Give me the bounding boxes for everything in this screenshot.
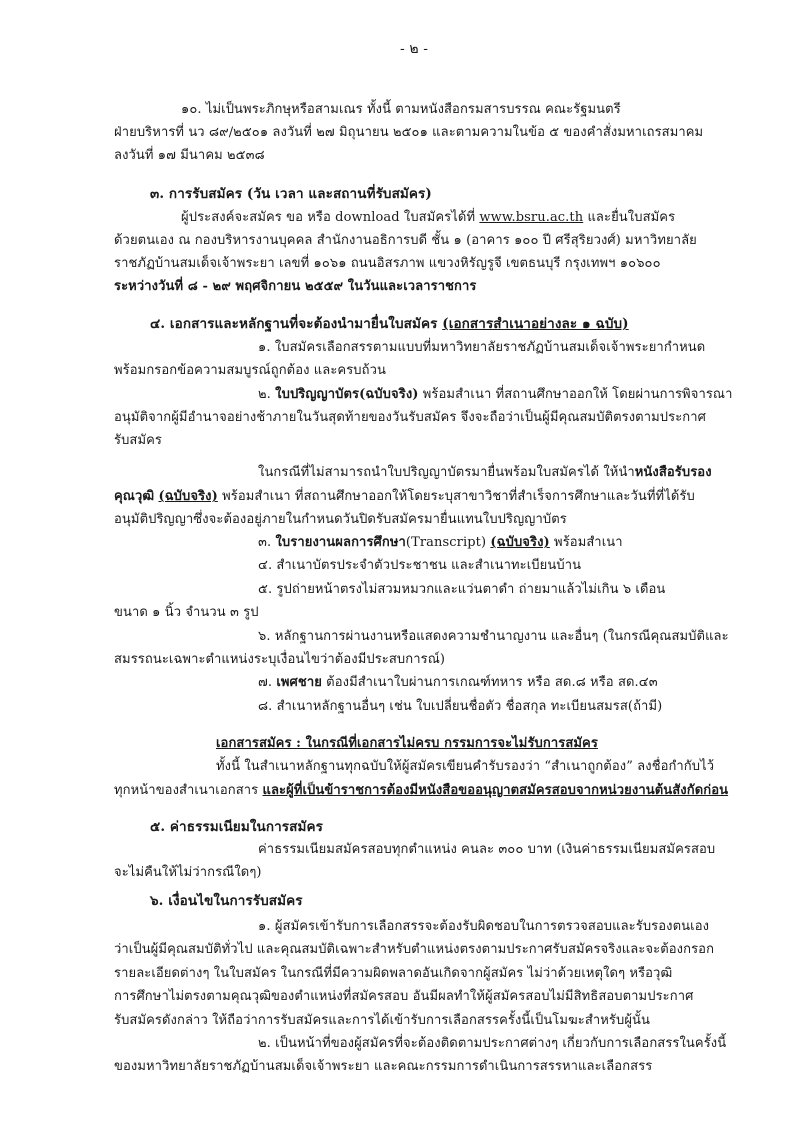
- doc-item1-line2: พร้อมกรอกข้อความสมบูรณ์ถูกต้อง และครบถ้วน: [114, 363, 387, 378]
- section4-title-underlined: (เอกสารสำเนาอย่างละ ๑ ฉบับ): [442, 316, 629, 332]
- section6-title: ๖. เงื่อนไขในการรับสมัคร: [150, 893, 303, 909]
- doc-item2-line4-bold: หนังสือรับรอง: [634, 465, 712, 480]
- section6-p1-line4: การศึกษาไม่ตรงตามคุณวุฒิของตำแหน่งที่สมัครสอบ อันมีผลทำให้ผู้สมัครสอบไม่มีสิทธิสอบตามประกาศ: [114, 989, 694, 1004]
- section4-title: [150, 315, 629, 333]
- doc-item2-line5-rest: พร้อมสำเนา ที่สถานศึกษาออกให้โดยระบุสาขาวิชาที่สำเร็จการศึกษาและวันที่ที่ได้รับ: [217, 489, 695, 504]
- doc-item3-rest: พร้อมสำเนา: [549, 535, 623, 550]
- doc-item2-line5-underlined: (ฉบับจริง): [158, 489, 218, 504]
- documents-note-line1: ทั้งนี้ ในสำเนาหลักฐานทุกฉบับให้ผู้สมัครเขียนคำรับรองว่า “สำเนาถูกต้อง” ลงชื่อกำกับไว้: [216, 759, 715, 774]
- doc-item2-line1: [258, 386, 733, 404]
- doc-item2-line4-text: ในกรณีที่ไม่สามารถนำใบปริญญาบัตรมายื่นพร้อมใบสมัครได้ ให้นำ: [258, 465, 635, 480]
- section6-p1-line1: ๑. ผู้สมัครเข้ารับการเลือกสรรจะต้องรับผิดชอบในการตรวจสอบและรับรองตนเอง: [258, 919, 710, 934]
- doc-item3-mid: (Transcript): [405, 535, 491, 550]
- doc-item3-bold: ใบรายงานผลการศึกษา: [275, 535, 406, 550]
- section5-title: ๕. ค่าธรรมเนียมในการสมัคร: [150, 819, 323, 835]
- doc-item7-number: ๗.: [258, 675, 277, 690]
- doc-item5-line2: ขนาด ๑ นิ้ว จำนวน ๓ รูป: [114, 605, 259, 620]
- doc-item6-line1: ๖. หลักฐานการผ่านงานหรือแสดงความชำนาญงาน และอื่นๆ (ในกรณีคุณสมบัติและ: [258, 629, 729, 644]
- doc-item3: [258, 534, 623, 552]
- doc-item2-number: ๒.: [258, 387, 276, 402]
- page-number: - ๒ -: [400, 41, 429, 57]
- doc-item7: [258, 674, 658, 692]
- doc-item2-bold: ใบปริญญาบัตร(ฉบับจริง): [275, 387, 419, 402]
- section3-line1: [181, 209, 675, 227]
- doc-item6-line2: สมรรถนะเฉพาะตำแหน่งระบุเงื่อนไขว่าต้องมีประสบการณ์): [114, 652, 446, 667]
- section6-p1-line2: ว่าเป็นผู้มีคุณสมบัติทั่วไป และคุณสมบัติเฉพาะสำหรับตำแหน่งตรงตามประกาศรับสมัครจริงและจะต้องกรอก: [114, 942, 715, 957]
- section3-line3: ราชภัฏบ้านสมเด็จเจ้าพระยา เลขที่ ๑๐๖๑ ถนนอิสรภาพ แขวงหิรัญรูจี เขตธนบุรี กรุงเทพฯ ๑๐๖๐๐: [114, 256, 661, 271]
- doc-item1-line1: ๑. ใบสมัครเลือกสรรตามแบบที่มหาวิทยาลัยราชภัฏบ้านสมเด็จเจ้าพระยากำหนด: [258, 340, 706, 355]
- item10-line3: ลงวันที่ ๑๗ มีนาคม ๒๕๓๘: [114, 148, 265, 163]
- section4-title-text: ๔. เอกสารและหลักฐานที่จะต้องนำมายื่นใบสมัคร: [150, 316, 443, 332]
- doc-item3-underlined: (ฉบับจริง): [490, 535, 550, 550]
- doc-item2-line5: [114, 488, 695, 506]
- section3-line4: ระหว่างวันที่ ๘ - ๒๙ พฤศจิกายน ๒๕๕๙ ในวันและเวลาราชการ: [114, 279, 477, 294]
- doc-item2-line2: อนุมัติจากผู้มีอำนาจอย่างช้าภายในวันสุดท้ายของวันรับสมัคร จึงจะถือว่าเป็นผู้มีคุณสมบัติตรงตามประกาศ: [114, 410, 707, 425]
- section5-line1: ค่าธรรมเนียมสมัครสอบทุกตำแหน่ง คนละ ๓๐๐ บาท (เงินค่าธรรมเนียมสมัครสอบ: [258, 842, 716, 857]
- section6-p2-line2: ของมหาวิทยาลัยราชภัฏบ้านสมเด็จเจ้าพระยา และคณะกรรมการดำเนินการสรรหาและเลือกสรร: [114, 1059, 653, 1074]
- doc-item2-rest: พร้อมสำเนา ที่สถานศึกษาออกให้ โดยผ่านการพิจารณา: [418, 387, 733, 402]
- doc-item4: ๔. สำเนาบัตรประจำตัวประชาชน และสำเนาทะเบียนบ้าน: [258, 558, 582, 573]
- documents-note-line2-emphasis: และผู้ที่เป็นข้าราชการต้องมีหนังสือขออนุญาตสมัครสอบจากหน่วยงานต้นสังกัดก่อน: [262, 783, 729, 798]
- section3-line2: ด้วยตนเอง ณ กองบริหารงานบุคคล สำนักงานอธิการบดี ชั้น ๑ (อาคาร ๑๐๐ ปี ศรีสุริยวงศ์) มหาวิทยาลัย: [114, 233, 697, 248]
- documents-note-line2: [114, 782, 728, 800]
- item10-line2: ฝ่ายบริหารที่ นว ๘๙/๒๕๐๑ ลงวันที่ ๒๗ มิถุนายน ๒๕๐๑ และตามความในข้อ ๕ ของคำสั่งมหาเถรสมาคม: [114, 125, 704, 140]
- doc-item7-rest: ต้องมีสำเนาใบผ่านการเกณฑ์ทหาร หรือ สด.๘ หรือ สด.๔๓: [321, 675, 658, 690]
- documents-note-line2-text: ทุกหน้าของสำเนาเอกสาร: [114, 783, 263, 798]
- doc-item8: ๘. สำเนาหลักฐานอื่นๆ เช่น ใบเปลี่ยนชื่อตัว ชื่อสกุล ทะเบียนสมรส(ถ้ามี): [258, 699, 663, 714]
- section3-line1-text-b: และยื่นใบสมัคร: [583, 210, 676, 225]
- section6-p1-line3: รายละเอียดต่างๆ ในใบสมัคร ในกรณีที่มีความผิดพลาดอันเกิดจากผู้สมัคร ไม่ว่าด้วยเหตุใดๆ หรือวุฒิ: [114, 966, 673, 981]
- doc-item2-line3: รับสมัคร: [114, 433, 163, 448]
- section3-title: ๓. การรับสมัคร (วัน เวลา และสถานที่รับสมัคร): [150, 186, 432, 202]
- doc-item2-line4: [258, 464, 712, 482]
- section6-p1-line5: รับสมัครดังกล่าว ให้ถือว่าการรับสมัครและการได้เข้ารับการเลือกสรรครั้งนี้เป็นโมฆะสำหรับผู้นั้น: [114, 1013, 651, 1028]
- website-link[interactable]: www.bsru.ac.th: [479, 210, 584, 225]
- section6-p2-line1: ๒. เป็นหน้าที่ของผู้สมัครที่จะต้องติดตามประกาศต่างๆ เกี่ยวกับการเลือกสรรในครั้งนี้: [258, 1036, 727, 1051]
- doc-item7-bold: เพศชาย: [276, 675, 322, 690]
- doc-item5-line1: ๕. รูปถ่ายหน้าตรงไม่สวมหมวกและแว่นตาดำ ถ่ายมาแล้วไม่เกิน ๖ เดือน: [258, 582, 666, 597]
- doc-item2-line5-bold: คุณวุฒิ: [114, 489, 155, 504]
- doc-item2-line6: อนุมัติปริญญาซึ่งจะต้องอยู่ภายในกำหนดวันปิดรับสมัครมายื่นแทนใบปริญญาบัตร: [114, 512, 567, 527]
- documents-note-title: เอกสารสมัคร : ในกรณีที่เอกสารไม่ครบ กรรมการจะไม่รับการสมัคร: [216, 736, 598, 751]
- section5-line2: จะไม่คืนให้ไม่ว่ากรณีใดๆ): [114, 865, 262, 880]
- section3-line1-text-a: ผู้ประสงค์จะสมัคร ขอ หรือ download ใบสมัครได้ที่: [181, 210, 480, 225]
- doc-item3-number: ๓.: [258, 535, 276, 550]
- item10-line1: ๑๐. ไม่เป็นพระภิกษุหรือสามเณร ทั้งนี้ ตามหนังสือกรมสารบรรณ คณะรัฐมนตรี: [181, 102, 621, 117]
